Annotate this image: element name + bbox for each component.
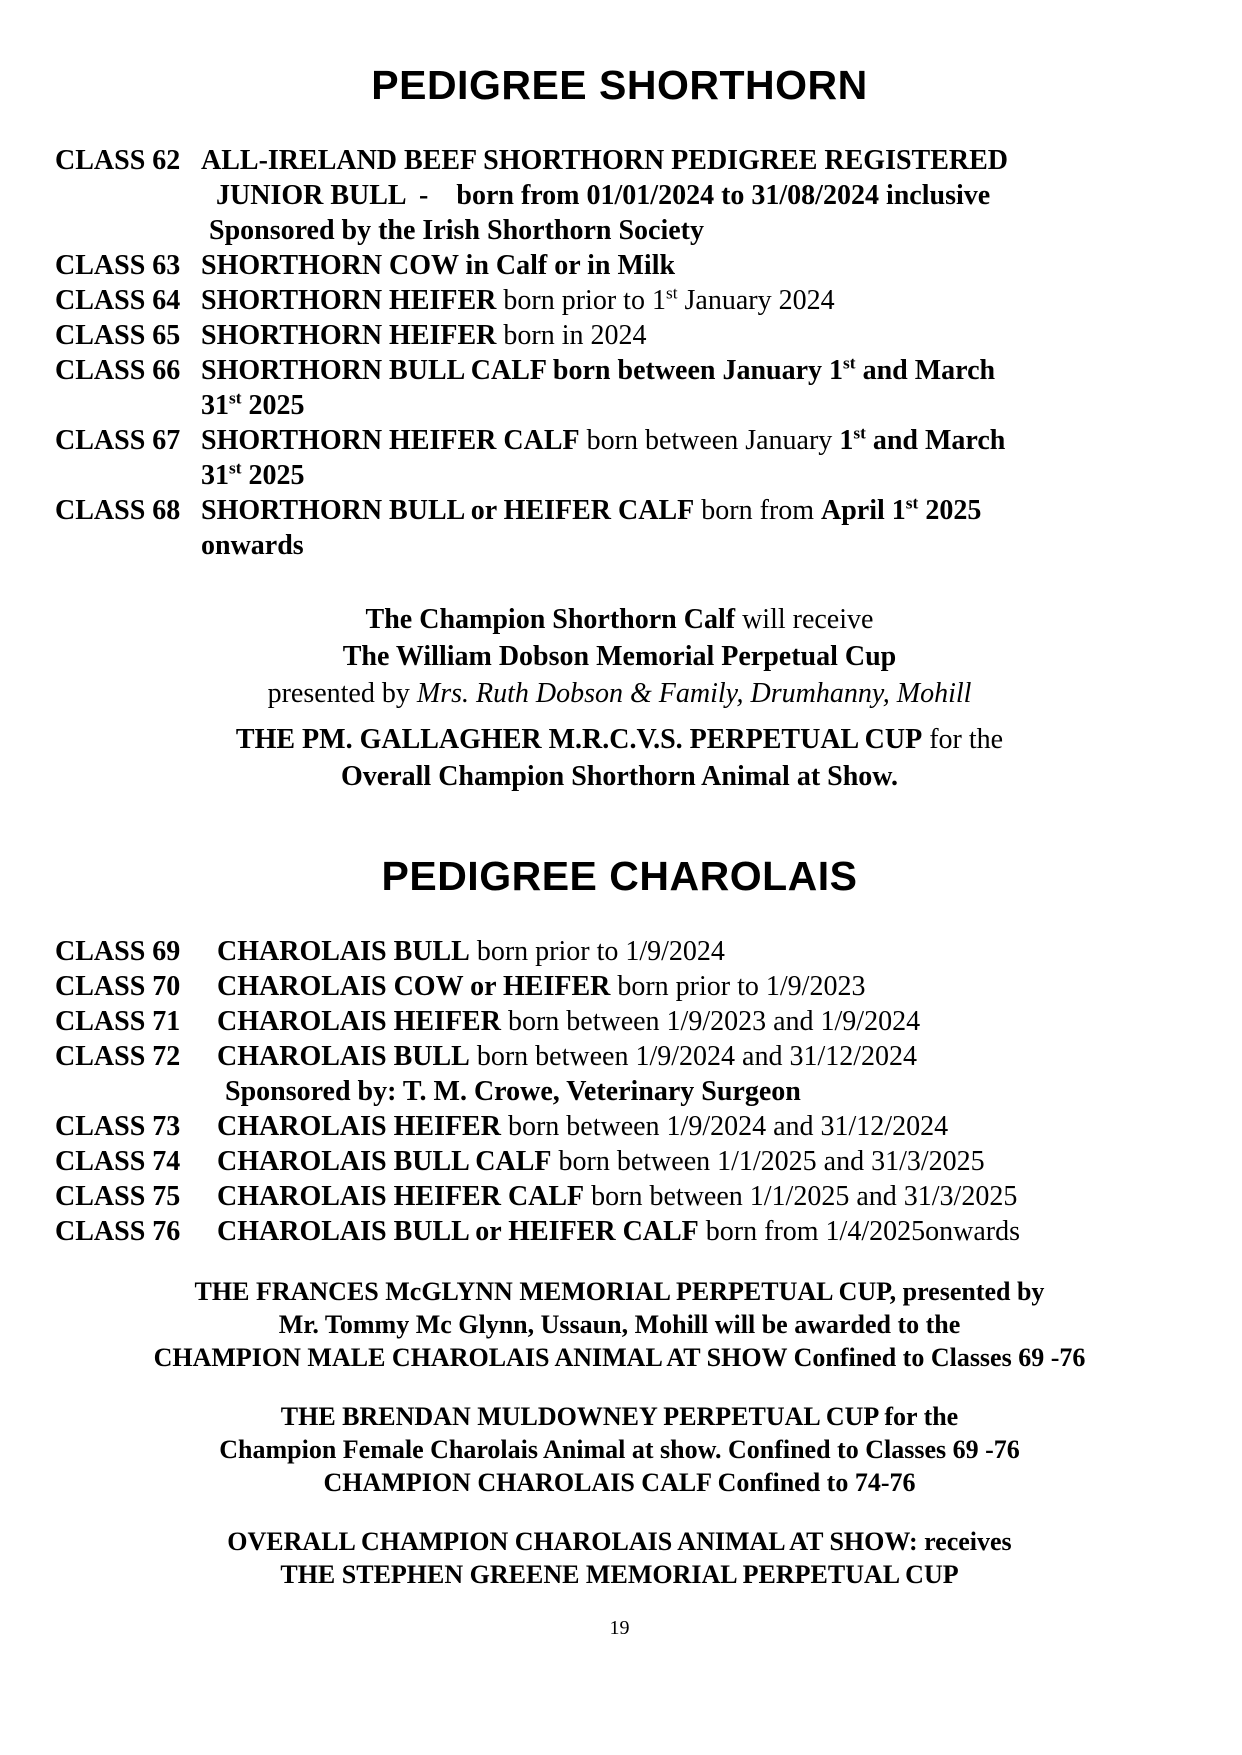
class-label: CLASS 66 [55, 355, 181, 386]
award-line: THE BRENDAN MULDOWNEY PERPETUAL CUP for the [280, 1402, 959, 1431]
class-line [201, 458, 1184, 493]
class-line [201, 528, 1184, 563]
section-title-charolais: PEDIGREE CHAROLAIS [381, 853, 858, 899]
text-segment: onwards [201, 530, 304, 561]
class-description [217, 1039, 1184, 1109]
class-row-68 [55, 493, 1184, 563]
shorthorn-awards [55, 601, 1184, 795]
class-row-71 [55, 1004, 1184, 1039]
charolais-award-block-1 [55, 1275, 1184, 1374]
text-segment: born between January [579, 425, 840, 456]
page-number: 19 [609, 1617, 630, 1639]
text-segment: 1 [839, 425, 854, 456]
text-segment: presented by [267, 678, 417, 709]
class-description [217, 1144, 1184, 1179]
text-segment: Sponsored by the Irish Shorthorn Society [209, 215, 705, 246]
class-row-70 [55, 969, 1184, 1004]
class-line [201, 493, 1184, 528]
class-line [217, 1179, 1184, 1214]
class-label: CLASS 69 [55, 936, 181, 967]
class-description [217, 969, 1184, 1004]
text-segment: born between 1/9/2024 and 31/12/2024 [500, 1111, 949, 1142]
text-segment: CHAROLAIS HEIFER [217, 1006, 501, 1037]
text-segment: CHAROLAIS BULL CALF [217, 1146, 552, 1177]
text-segment: 2025 [918, 495, 982, 526]
text-segment: The William Dobson Memorial Perpetual Cup [342, 641, 897, 672]
text-segment: CHAROLAIS HEIFER CALF [217, 1181, 585, 1212]
text-segment: CHAROLAIS HEIFER [217, 1111, 501, 1142]
class-row-67 [55, 423, 1184, 493]
class-label: CLASS 75 [55, 1181, 181, 1212]
text-segment: st [229, 388, 242, 408]
award-line: CHAMPION CHAROLAIS CALF Confined to 74-76 [323, 1468, 916, 1497]
text-segment: st [905, 493, 919, 513]
text-segment: born between 1/9/2024 and 31/12/2024 [469, 1041, 917, 1072]
text-segment: for the [922, 724, 1004, 755]
class-line [201, 423, 1184, 458]
text-segment: born in 2024 [496, 320, 647, 351]
class-label: CLASS 65 [55, 320, 181, 351]
class-row-64 [55, 283, 1184, 318]
class-line [201, 248, 1184, 283]
class-line [201, 318, 1184, 353]
class-row-74 [55, 1144, 1184, 1179]
class-label: CLASS 63 [55, 250, 181, 281]
class-line [217, 969, 1184, 1004]
text-segment: Mrs. Ruth Dobson & Family, Drumhanny, Mohill [416, 678, 972, 709]
class-label: CLASS 67 [55, 425, 181, 456]
class-description [217, 1109, 1184, 1144]
text-segment: born from 1/4/2025onwards [698, 1216, 1020, 1247]
text-segment: st [665, 283, 678, 303]
award-line: OVERALL CHAMPION CHAROLAIS ANIMAL AT SHOW: receives [227, 1527, 1012, 1556]
award-line: Champion Female Charolais Animal at show. Confined to Classes 69 -76 [219, 1435, 1020, 1464]
class-line [201, 283, 1184, 318]
text-segment: born prior to 1/9/2023 [610, 971, 866, 1002]
class-line [216, 178, 1184, 213]
text-segment: born between 1/1/2025 and 31/3/2025 [551, 1146, 985, 1177]
text-segment: will receive [735, 604, 874, 635]
class-description [217, 1004, 1184, 1039]
class-line [201, 143, 1184, 178]
text-segment: born between 1/9/2023 and 1/9/2024 [500, 1006, 921, 1037]
text-segment: SHORTHORN HEIFER [201, 285, 497, 316]
class-row-73 [55, 1109, 1184, 1144]
text-segment: born between 1/1/2025 and 31/3/2025 [584, 1181, 1018, 1212]
class-description [201, 493, 1184, 563]
class-label: CLASS 71 [55, 1006, 181, 1037]
text-segment: and March [865, 425, 1006, 456]
award-line: CHAMPION MALE CHAROLAIS ANIMAL AT SHOW Confined to Classes 69 -76 [153, 1343, 1086, 1372]
text-segment: SHORTHORN HEIFER CALF [201, 425, 580, 456]
text-segment: The Champion Shorthorn Calf [365, 604, 736, 635]
text-segment: SHORTHORN COW in Calf or in Milk [201, 250, 676, 281]
class-label: CLASS 68 [55, 495, 181, 526]
award-line [55, 758, 1184, 795]
class-label: CLASS 62 [55, 145, 181, 176]
class-line [217, 1144, 1184, 1179]
text-segment: SHORTHORN HEIFER [201, 320, 497, 351]
text-segment: Overall Champion Shorthorn Animal at Show. [341, 761, 898, 792]
text-segment: 31 [201, 460, 229, 491]
class-label: CLASS 76 [55, 1216, 181, 1247]
class-list-shorthorn [55, 143, 1184, 563]
class-list-charolais [55, 934, 1184, 1249]
text-segment: SHORTHORN BULL or HEIFER CALF [201, 495, 695, 526]
award-line [55, 721, 1184, 758]
class-label: CLASS 72 [55, 1041, 181, 1072]
text-segment: born from [694, 495, 822, 526]
text-segment: born prior to 1 [496, 285, 666, 316]
class-description [201, 283, 1184, 318]
text-segment: Sponsored by: T. M. Crowe, Veterinary Surgeon [225, 1076, 801, 1107]
charolais-award-block-3 [55, 1525, 1184, 1591]
class-row-75 [55, 1179, 1184, 1214]
class-line [217, 1004, 1184, 1039]
text-segment: CHAROLAIS BULL [217, 936, 470, 967]
class-line [225, 1074, 1184, 1109]
class-row-65 [55, 318, 1184, 353]
class-description [217, 1179, 1184, 1214]
class-line [217, 934, 1184, 969]
class-row-66 [55, 353, 1184, 423]
text-segment: January 2024 [677, 285, 835, 316]
class-label: CLASS 70 [55, 971, 181, 1002]
text-segment: 2025 [241, 460, 305, 491]
class-label: CLASS 73 [55, 1111, 181, 1142]
class-description [217, 1214, 1184, 1249]
text-segment: born prior to 1/9/2024 [469, 936, 725, 967]
class-line [201, 388, 1184, 423]
class-line [217, 1214, 1184, 1249]
text-segment: st [229, 458, 242, 478]
award-line [55, 675, 1184, 712]
class-description [201, 353, 1184, 423]
text-segment: CHAROLAIS BULL or HEIFER CALF [217, 1216, 699, 1247]
award-line: THE FRANCES McGLYNN MEMORIAL PERPETUAL CUP, presented by [194, 1277, 1045, 1306]
charolais-award-block-2 [55, 1400, 1184, 1499]
class-line [209, 213, 1184, 248]
class-description [201, 318, 1184, 353]
class-description [201, 143, 1184, 248]
text-segment: 31 [201, 390, 229, 421]
class-label: CLASS 74 [55, 1146, 181, 1177]
text-segment: st [853, 423, 866, 443]
class-row-63 [55, 248, 1184, 283]
text-segment: st [843, 353, 856, 373]
text-segment: April 1 [821, 495, 906, 526]
class-row-76 [55, 1214, 1184, 1249]
class-row-69 [55, 934, 1184, 969]
award-line [55, 638, 1184, 675]
award-line: THE STEPHEN GREENE MEMORIAL PERPETUAL CUP [280, 1560, 959, 1589]
text-segment: 2025 [241, 390, 305, 421]
class-description [201, 248, 1184, 283]
class-label: CLASS 64 [55, 285, 181, 316]
award-line [55, 601, 1184, 638]
class-row-72 [55, 1039, 1184, 1109]
class-line [217, 1039, 1184, 1074]
class-row-62 [55, 143, 1184, 248]
text-segment: and March [855, 355, 996, 386]
award-line: Mr. Tommy Mc Glynn, Ussaun, Mohill will be awarded to the [278, 1310, 961, 1339]
text-segment: ALL-IRELAND BEEF SHORTHORN PEDIGREE REGISTERED [201, 145, 1009, 176]
text-segment: THE PM. GALLAGHER M.R.C.V.S. PERPETUAL CUP [235, 724, 923, 755]
text-segment: CHAROLAIS BULL [217, 1041, 470, 1072]
text-segment: SHORTHORN BULL CALF born between January 1 [201, 355, 844, 386]
text-segment: CHAROLAIS COW or HEIFER [217, 971, 611, 1002]
class-line [217, 1109, 1184, 1144]
class-description [201, 423, 1184, 493]
class-line [201, 353, 1184, 388]
class-description [217, 934, 1184, 969]
text-segment: JUNIOR BULL - born from 01/01/2024 to 31/08/2024 inclusive [216, 180, 991, 211]
section-title-shorthorn: PEDIGREE SHORTHORN [371, 62, 868, 108]
